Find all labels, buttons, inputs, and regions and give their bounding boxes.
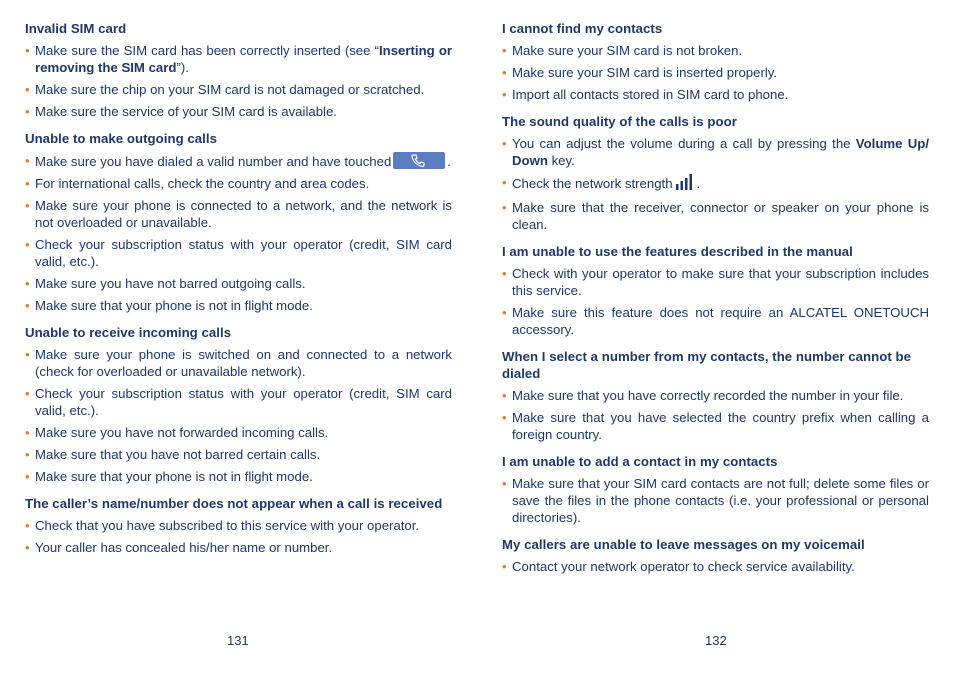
list-item xyxy=(502,387,929,404)
list-item xyxy=(25,236,452,270)
bullet-icon: • xyxy=(25,276,30,291)
page-number-left: 131 xyxy=(227,633,249,648)
item-text: Check that you have subscribed to this service with your operator. xyxy=(35,518,420,533)
bullet-list xyxy=(502,387,929,443)
list-item xyxy=(25,275,452,292)
bullet-list xyxy=(25,42,452,120)
bullet-icon: • xyxy=(502,266,507,281)
list-item xyxy=(25,152,452,170)
list-item xyxy=(502,135,929,169)
list-item xyxy=(502,409,929,443)
list-item xyxy=(502,199,929,233)
bullet-icon: • xyxy=(25,104,30,119)
bullet-list xyxy=(25,152,452,314)
bullet-list xyxy=(502,558,929,575)
list-item xyxy=(25,446,452,463)
heading-invalid-sim-card: Invalid SIM card xyxy=(25,21,127,36)
heading-unable-to-receive-incoming-calls: Unable to receive incoming calls xyxy=(25,325,232,340)
item-text: Make sure this feature does not require an ALCATEL ONETOUCH accessory. xyxy=(512,305,929,337)
item-text: Make sure that you have selected the country prefix when calling a foreign country. xyxy=(512,410,929,442)
bullet-icon: • xyxy=(25,386,30,401)
heading-i-am-unable-to-use-the-features-describe: I am unable to use the features described in the manual xyxy=(502,244,853,259)
bullet-icon: • xyxy=(502,175,507,190)
item-text: For international calls, check the country and area codes. xyxy=(35,176,370,191)
bullet-list xyxy=(502,475,929,526)
item-text: Contact your network operator to check service availability. xyxy=(512,559,855,574)
item-text: Make sure that you have not barred certain calls. xyxy=(35,447,321,462)
signal-strength-icon xyxy=(675,174,695,194)
list-item xyxy=(502,304,929,338)
item-text: Make sure your phone is switched on and connected to a network (check for overloaded or unavailable network). xyxy=(35,347,452,379)
list-item xyxy=(25,42,452,76)
heading-my-callers-are-unable-to-leave-messages-: My callers are unable to leave messages on my voicemail xyxy=(502,537,865,552)
left-page xyxy=(25,20,452,566)
item-text: Make sure that the receiver, connector or speaker on your phone is clean. xyxy=(512,200,929,232)
bullet-list xyxy=(25,346,452,485)
list-item xyxy=(25,297,452,314)
item-text: Make sure your SIM card is inserted properly. xyxy=(512,65,778,80)
item-text: . xyxy=(696,176,701,191)
item-text: Make sure the service of your SIM card is available. xyxy=(35,104,337,119)
bullet-icon: • xyxy=(502,136,507,151)
bullet-icon: • xyxy=(502,410,507,425)
item-text: Make sure that your phone is not in flight mode. xyxy=(35,469,313,484)
list-item xyxy=(502,42,929,59)
bullet-icon: • xyxy=(25,237,30,252)
bullet-icon: • xyxy=(25,347,30,362)
list-item xyxy=(25,517,452,534)
heading-unable-to-make-outgoing-calls: Unable to make outgoing calls xyxy=(25,131,217,146)
bullet-icon: • xyxy=(25,198,30,213)
list-item xyxy=(25,385,452,419)
list-item xyxy=(25,197,452,231)
item-emphasis: Volume Up/ Down xyxy=(512,136,929,168)
item-text: Make sure the chip on your SIM card is not damaged or scratched. xyxy=(35,82,425,97)
heading-i-am-unable-to-add-a-contact-in-my-conta: I am unable to add a contact in my contacts xyxy=(502,454,778,469)
bullet-list xyxy=(502,265,929,338)
bullet-icon: • xyxy=(25,153,30,168)
item-text: Make sure the SIM card has been correctly inserted (see “ xyxy=(35,43,379,58)
list-item xyxy=(25,346,452,380)
bullet-icon: • xyxy=(25,518,30,533)
bullet-icon: • xyxy=(25,469,30,484)
item-text: Import all contacts stored in SIM card to phone. xyxy=(512,87,789,102)
bullet-list xyxy=(502,135,929,233)
list-item xyxy=(502,558,929,575)
heading-the-caller-s-name-number-does-not-appear: The caller’s name/number does not appear when a call is received xyxy=(25,496,443,511)
item-emphasis: Inserting or removing the SIM card xyxy=(35,43,453,75)
bullet-list xyxy=(25,517,452,556)
item-text: ”). xyxy=(176,60,189,75)
heading-the-sound-quality-of-the-calls-is-poor: The sound quality of the calls is poor xyxy=(502,114,737,129)
heading-when-i-select-a-number-from-my-contacts-: When I select a number from my contacts, the number cannot be dialed xyxy=(502,349,912,381)
list-item xyxy=(25,175,452,192)
item-text: . xyxy=(447,154,451,169)
bullet-list xyxy=(502,42,929,103)
list-item xyxy=(25,468,452,485)
bullet-icon: • xyxy=(25,425,30,440)
bullet-icon: • xyxy=(502,388,507,403)
bullet-icon: • xyxy=(25,298,30,313)
bullet-icon: • xyxy=(25,43,30,58)
item-text: Check with your operator to make sure that your subscription includes this service. xyxy=(512,266,929,298)
item-text: Make sure that you have correctly recorded the number in your file. xyxy=(512,388,904,403)
bullet-icon: • xyxy=(502,476,507,491)
item-text: Make sure that your SIM card contacts are not full; delete some files or save the files in the phone contacts (i.e. your professional or personal directories). xyxy=(512,476,929,525)
item-text: Check the network strength xyxy=(512,176,673,191)
item-text: Make sure you have dialed a valid number and have touched xyxy=(35,154,392,169)
list-item xyxy=(25,81,452,98)
item-text: Check your subscription status with your operator (credit, SIM card valid, etc.). xyxy=(35,237,452,269)
item-text: You can adjust the volume during a call by pressing the xyxy=(512,136,856,151)
item-text: Make sure your phone is connected to a network, and the network is not overloaded or unavailable. xyxy=(35,198,452,230)
item-text: Make sure you have not barred outgoing calls. xyxy=(35,276,306,291)
list-item xyxy=(25,539,452,556)
bullet-icon: • xyxy=(502,43,507,58)
item-text: Make sure you have not forwarded incoming calls. xyxy=(35,425,329,440)
bullet-icon: • xyxy=(502,87,507,102)
bullet-icon: • xyxy=(25,176,30,191)
list-item xyxy=(25,103,452,120)
item-text: Make sure your SIM card is not broken. xyxy=(512,43,743,58)
bullet-icon: • xyxy=(502,200,507,215)
list-item xyxy=(25,424,452,441)
right-page xyxy=(502,20,929,585)
list-item xyxy=(502,86,929,103)
item-text: Your caller has concealed his/her name or number. xyxy=(35,540,333,555)
heading-i-cannot-find-my-contacts: I cannot find my contacts xyxy=(502,21,663,36)
list-item xyxy=(502,64,929,81)
bullet-icon: • xyxy=(25,82,30,97)
item-text: Check your subscription status with your operator (credit, SIM card valid, etc.). xyxy=(35,386,452,418)
page-number-right: 132 xyxy=(705,633,727,648)
list-item xyxy=(502,265,929,299)
bullet-icon: • xyxy=(502,305,507,320)
call-icon xyxy=(393,152,445,169)
item-text: Make sure that your phone is not in flight mode. xyxy=(35,298,313,313)
item-text: key. xyxy=(547,153,575,168)
bullet-icon: • xyxy=(502,559,507,574)
list-item xyxy=(502,475,929,526)
bullet-icon: • xyxy=(25,447,30,462)
bullet-icon: • xyxy=(502,65,507,80)
bullet-icon: • xyxy=(25,540,30,555)
list-item xyxy=(502,174,929,194)
